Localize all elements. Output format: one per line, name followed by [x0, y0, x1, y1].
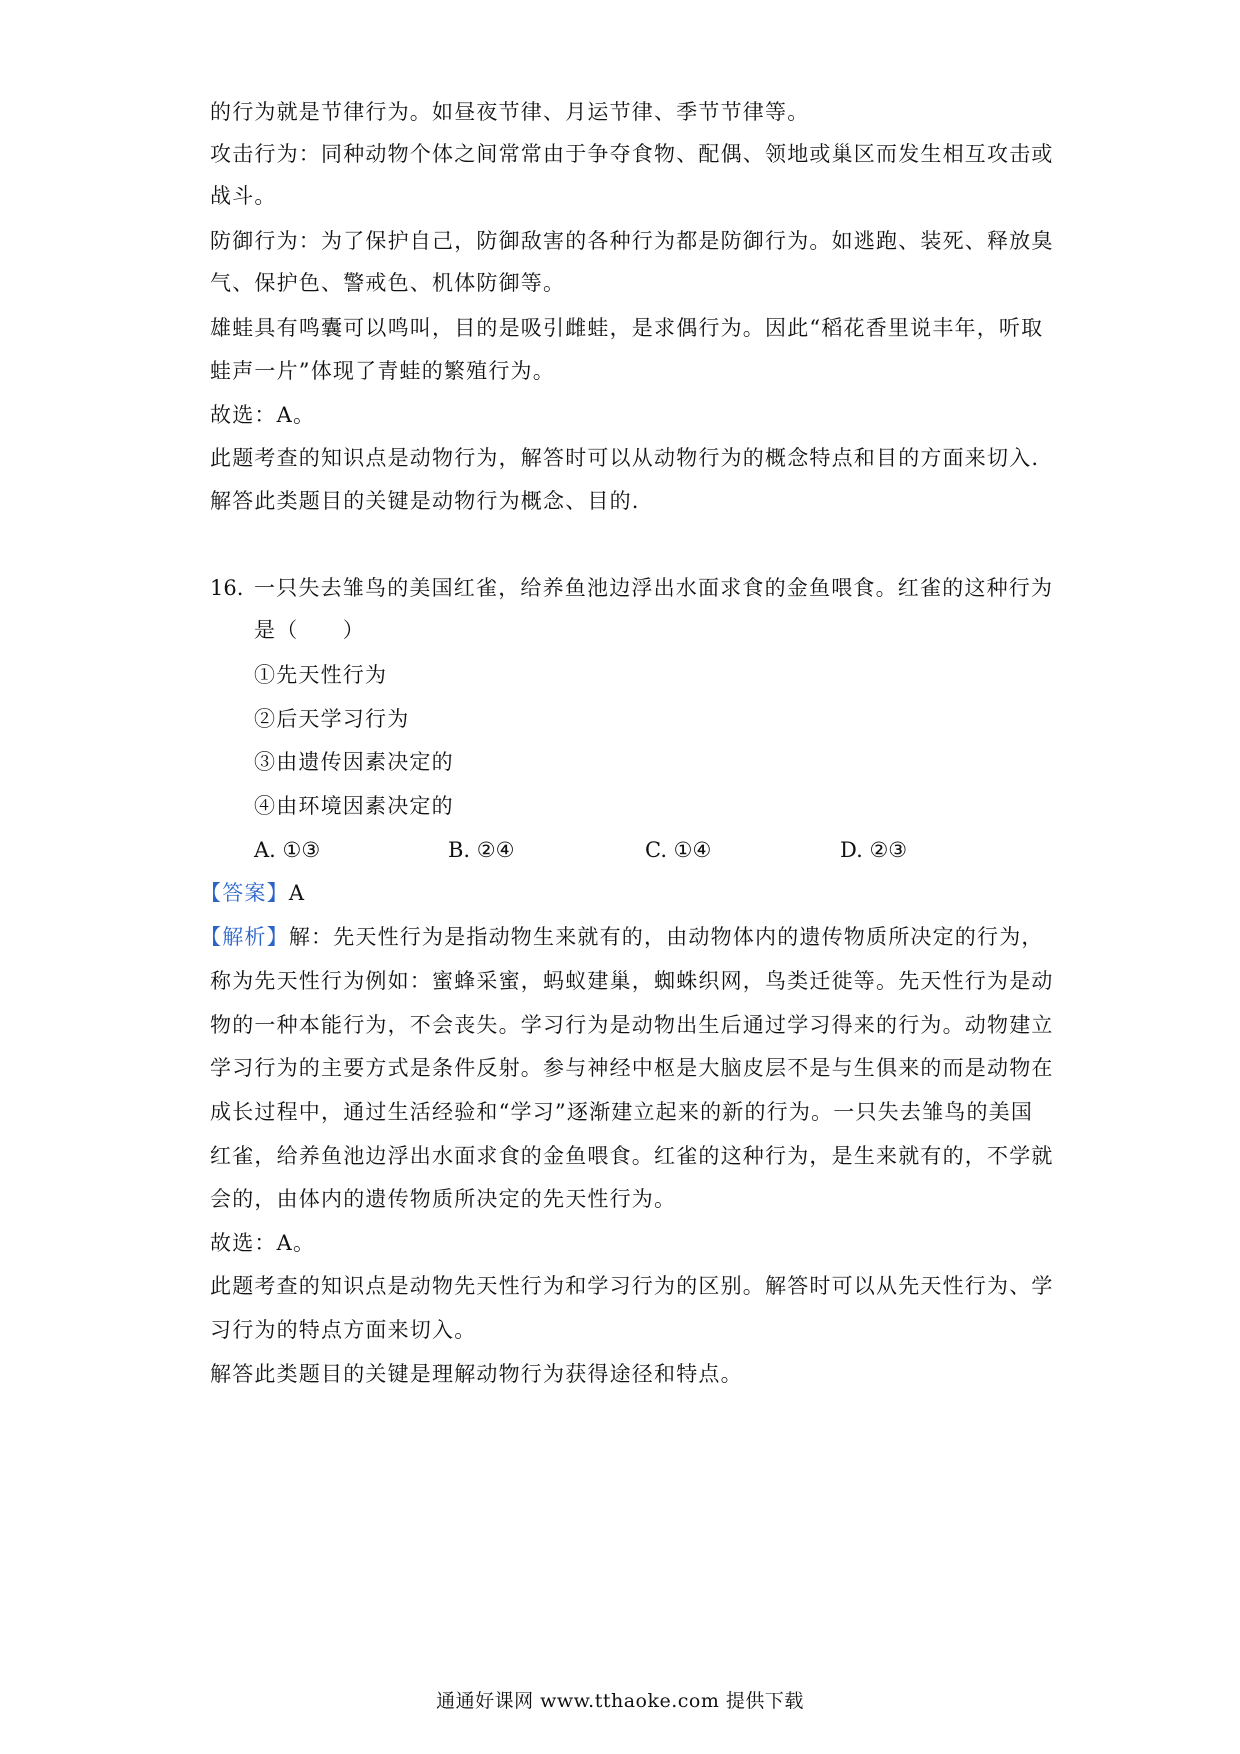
- prev-answer-line: 的行为就是节律行为。如昼夜节律、月运节律、季节节律等。: [210, 100, 810, 124]
- answer-row: [200, 878, 1030, 908]
- question-statement: ②后天学习行为: [254, 707, 410, 731]
- analysis-tag: 【解析】: [200, 925, 289, 949]
- answer-tag: 【答案】: [200, 881, 289, 905]
- question-statement: ①先天性行为: [254, 663, 388, 687]
- question-number: 16.: [210, 576, 244, 600]
- prev-answer-line: 攻击行为：同种动物个体之间常常由于争夺食物、配偶、领地或巢区而发生相互攻击或: [210, 142, 1054, 166]
- analysis-line: 学习行为的主要方式是条件反射。参与神经中枢是大脑皮层不是与生俱来的而是动物在: [210, 1056, 1054, 1080]
- question-stem: 一只失去雏鸟的美国红雀，给养鱼池边浮出水面求食的金鱼喂食。红雀的这种行为: [254, 576, 1054, 600]
- prev-answer-line: 战斗。: [210, 184, 277, 208]
- analysis-line: 称为先天性行为例如：蜜蜂采蜜，蚂蚁建巢，蜘蛛织网，鸟类迁徙等。先天性行为是动: [210, 969, 1054, 993]
- prev-answer-line: 此题考查的知识点是动物行为，解答时可以从动物行为的概念特点和目的方面来切入.: [210, 446, 1040, 470]
- option-c: C. ①④: [645, 838, 712, 862]
- page-footer: 通通好课网 www.tthaoke.com 提供下载: [436, 1690, 804, 1712]
- question-stem: 是（ ）: [254, 618, 365, 642]
- option-d: D. ②③: [840, 838, 908, 862]
- prev-answer-line: 气、保护色、警戒色、机体防御等。: [210, 271, 566, 295]
- analysis-line: 会的，由体内的遗传物质所决定的先天性行为。: [210, 1187, 677, 1211]
- analysis-line: 红雀，给养鱼池边浮出水面求食的金鱼喂食。红雀的这种行为，是生来就有的，不学就: [210, 1144, 1054, 1168]
- option-b: B. ②④: [448, 838, 515, 862]
- prev-answer-line: 故选：A。: [210, 403, 316, 427]
- prev-answer-line: 蛙声一片”体现了青蛙的繁殖行为。: [210, 359, 555, 383]
- prev-answer-line: 防御行为：为了保护自己，防御敌害的各种行为都是防御行为。如逃跑、装死、释放臭: [210, 229, 1054, 253]
- analysis-first-line: [200, 922, 1044, 952]
- analysis-line: 此题考查的知识点是动物先天性行为和学习行为的区别。解答时可以从先天性行为、学: [210, 1274, 1054, 1298]
- analysis-line: 物的一种本能行为，不会丧失。学习行为是动物出生后通过学习得来的行为。动物建立: [210, 1013, 1054, 1037]
- prev-answer-line: 雄蛙具有鸣囊可以鸣叫，目的是吸引雌蛙，是求偶行为。因此“稻花香里说丰年，听取: [210, 316, 1044, 340]
- prev-answer-line: 解答此类题目的关键是动物行为概念、目的.: [210, 489, 640, 513]
- question-statement: ③由遗传因素决定的: [254, 750, 454, 774]
- analysis-line: 习行为的特点方面来切入。: [210, 1318, 477, 1342]
- answer-value: A: [288, 881, 306, 905]
- option-a: A. ①③: [254, 838, 321, 862]
- analysis-line: 解答此类题目的关键是理解动物行为获得途径和特点。: [210, 1362, 743, 1386]
- analysis-line: 成长过程中，通过生活经验和“学习”逐渐建立起来的新的行为。一只失去雏鸟的美国: [210, 1100, 1034, 1124]
- question-statement: ④由环境因素决定的: [254, 794, 454, 818]
- analysis-text: 解：先天性行为是指动物生来就有的，由动物体内的遗传物质所决定的行为，: [288, 925, 1044, 949]
- analysis-line: 故选：A。: [210, 1231, 316, 1255]
